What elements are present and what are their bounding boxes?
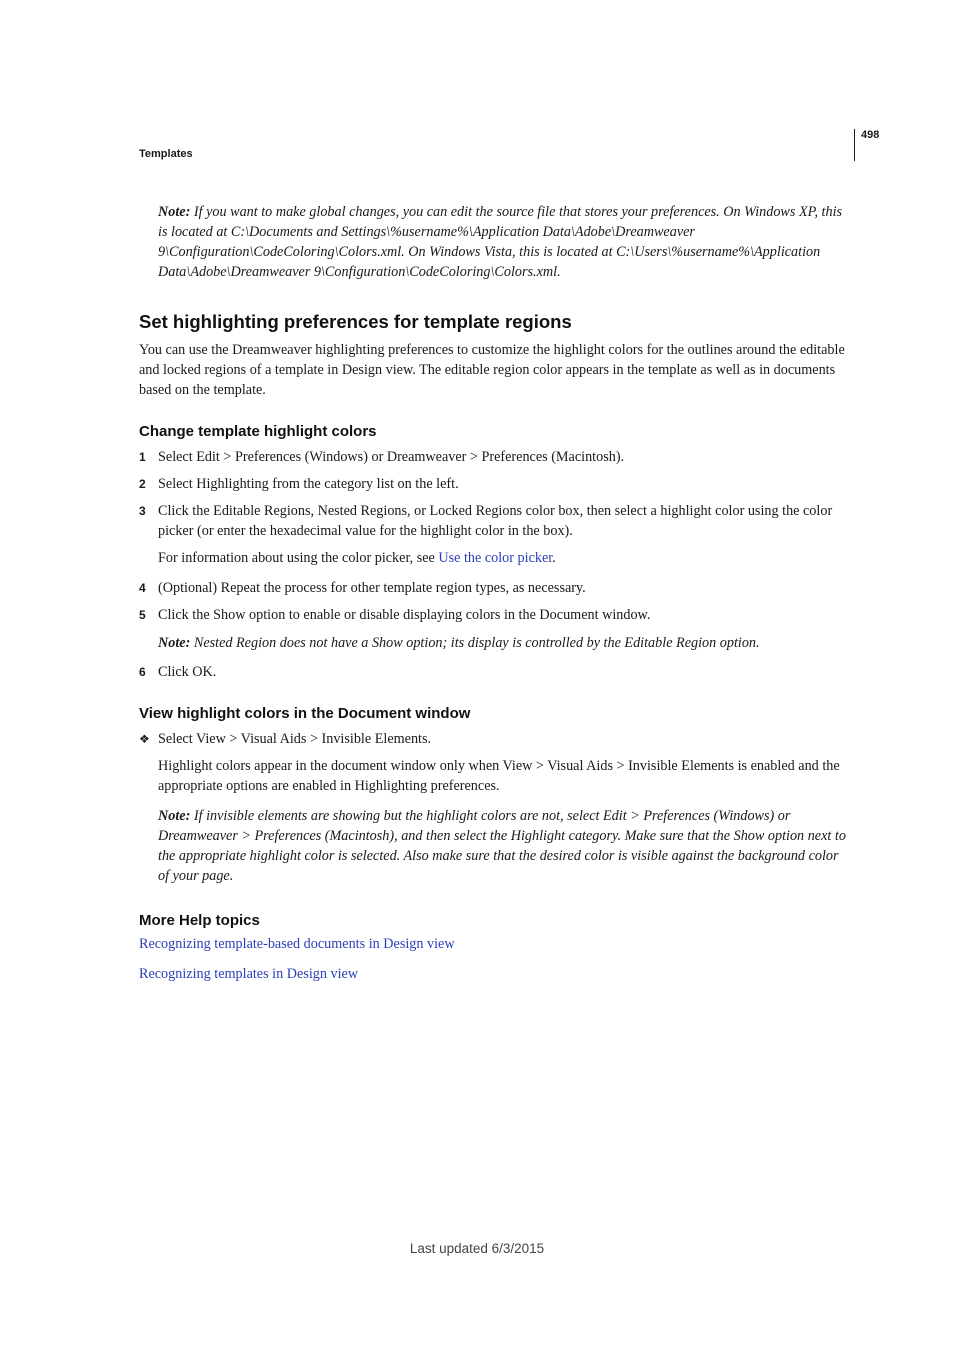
step-number: 4 bbox=[139, 581, 146, 595]
note-text: If you want to make global changes, you can edit the source file that stores your preferences. On Windows XP, this is located at C:\Documents and Settings\%username%\Application Data\Adobe\Dreamweaver 9\Configuration\CodeColoring\Colors.xml. On Windows Vista, this is located at C:\Users\%username%\Application Data\Adobe\Dreamweaver 9\Configuration\CodeColoring\Colors.xml. bbox=[158, 204, 843, 280]
note-invisible-elements bbox=[158, 806, 852, 886]
more-help-title: More Help topics bbox=[139, 912, 260, 929]
note-text: Nested Region does not have a Show option; its display is controlled by the Editable Region option. bbox=[190, 635, 760, 651]
note-global-changes bbox=[158, 202, 852, 282]
note-label: Note: bbox=[158, 808, 191, 824]
step-text: (Optional) Repeat the process for other template region types, as necessary. bbox=[158, 580, 586, 596]
note-label: Note: bbox=[158, 204, 191, 220]
link-recognizing-templates[interactable]: Recognizing templates in Design view bbox=[139, 966, 359, 982]
diamond-bullet-icon: ❖ bbox=[139, 732, 150, 746]
step-number: 6 bbox=[139, 665, 146, 679]
note-label: Note: bbox=[158, 635, 191, 651]
step-number: 1 bbox=[139, 450, 146, 464]
view-paragraph: Highlight colors appear in the document window only when View > Visual Aids > Invisible Elements is enabled and the appropriate options are enabled in Highlighting preferences. bbox=[158, 758, 840, 794]
note-nested-region bbox=[158, 633, 852, 653]
step-text: Select Edit > Preferences (Windows) or Dreamweaver > Preferences (Macintosh). bbox=[158, 449, 625, 465]
note-text: If invisible elements are showing but the highlight colors are not, select Edit > Preferences (Windows) or Dreamweaver > Preferences (Macintosh), and then select the Highlight category. Make sure that the Show option next to the appropriate highlight color is selected. Also make sure that the desired color is visible against the background color of your page. bbox=[158, 808, 846, 884]
step-text: Click the Editable Regions, Nested Regions, or Locked Regions color box, then select a highlight color using the color picker (or enter the hexadecimal value for the highlight color in the box). bbox=[158, 503, 833, 539]
section-intro: You can use the Dreamweaver highlighting preferences to customize the highlight colors for the outlines around the editable and locked regions of a template in Design view. The editable region color appears in the template as well as in documents based on the template. bbox=[139, 342, 845, 398]
step-number: 2 bbox=[139, 477, 146, 491]
subsection-title-change: Change template highlight colors bbox=[139, 423, 377, 440]
step-3-info-prefix: For information about using the color picker, see bbox=[158, 550, 439, 566]
step-text: Select View > Visual Aids > Invisible Elements. bbox=[158, 731, 432, 747]
step-text: Click OK. bbox=[158, 664, 217, 680]
step-3-info-suffix: . bbox=[552, 550, 556, 566]
running-header: Templates bbox=[139, 148, 193, 160]
header-divider bbox=[854, 129, 855, 161]
step-number: 5 bbox=[139, 608, 146, 622]
link-template-based-documents[interactable]: Recognizing template-based documents in Design view bbox=[139, 936, 455, 952]
link-use-color-picker[interactable]: Use the color picker bbox=[438, 550, 553, 566]
step-text: Select Highlighting from the category list on the left. bbox=[158, 476, 459, 492]
section-title: Set highlighting preferences for template regions bbox=[139, 311, 572, 332]
footer-last-updated: Last updated 6/3/2015 bbox=[409, 1241, 545, 1256]
subsection-title-view: View highlight colors in the Document window bbox=[139, 705, 471, 722]
page-number: 498 bbox=[861, 129, 880, 141]
step-3-info bbox=[158, 548, 852, 568]
step-number: 3 bbox=[139, 504, 146, 518]
step-text: Click the Show option to enable or disable displaying colors in the Document window. bbox=[158, 607, 651, 623]
